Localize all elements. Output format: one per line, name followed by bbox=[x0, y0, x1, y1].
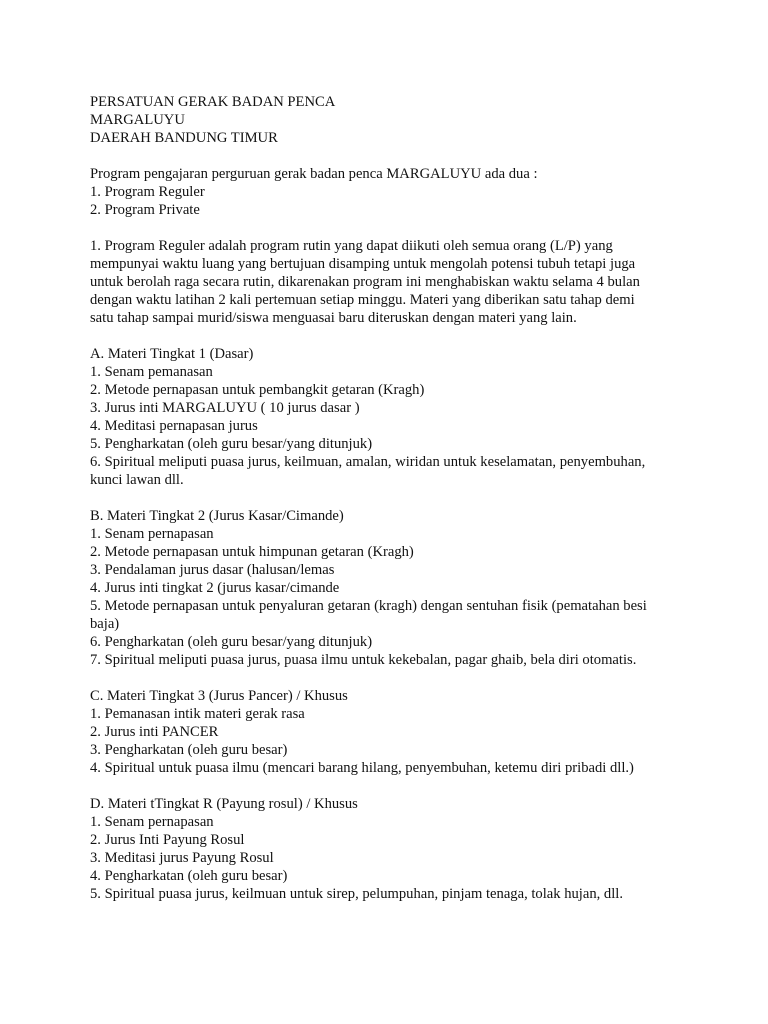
document-body bbox=[90, 93, 680, 903]
section-line: 4. Meditasi pernapasan jurus bbox=[90, 418, 258, 434]
header-line-2: MARGALUYU bbox=[90, 112, 185, 128]
spacer bbox=[90, 489, 680, 507]
section-line: 4. Pengharkatan (oleh guru besar) bbox=[90, 868, 288, 884]
section-line: 3. Pengharkatan (oleh guru besar) bbox=[90, 742, 288, 758]
description-line: untuk berolah raga secara rutin, dikarenakan program ini menghabiskan waktu selama 4 bulan bbox=[90, 274, 640, 290]
spacer bbox=[90, 777, 680, 795]
section-line: 2. Metode pernapasan untuk pembangkit getaran (Kragh) bbox=[90, 382, 425, 398]
section-line: 3. Pendalaman jurus dasar (halusan/lemas bbox=[90, 562, 335, 578]
description-paragraph bbox=[90, 237, 680, 327]
header-line-3: DAERAH BANDUNG TIMUR bbox=[90, 130, 278, 146]
intro-item: 2. Program Private bbox=[90, 202, 200, 218]
section-line: 2. Jurus Inti Payung Rosul bbox=[90, 832, 245, 848]
section-line: 4. Jurus inti tingkat 2 (jurus kasar/cimande bbox=[90, 580, 340, 596]
section-line: baja) bbox=[90, 616, 120, 632]
section-b bbox=[90, 507, 680, 669]
section-line: kunci lawan dll. bbox=[90, 472, 184, 488]
section-line: 1. Senam pernapasan bbox=[90, 814, 214, 830]
section-title: C. Materi Tingkat 3 (Jurus Pancer) / Khusus bbox=[90, 688, 348, 704]
section-line: 6. Spiritual meliputi puasa jurus, keilmuan, amalan, wiridan untuk keselamatan, penyembuhan, bbox=[90, 454, 646, 470]
spacer bbox=[90, 219, 680, 237]
section-line: 5. Spiritual puasa jurus, keilmuan untuk sirep, pelumpuhan, pinjam tenaga, tolak hujan, dll. bbox=[90, 886, 623, 902]
section-line: 4. Spiritual untuk puasa ilmu (mencari barang hilang, penyembuhan, ketemu diri pribadi dll.) bbox=[90, 760, 634, 776]
description-line: 1. Program Reguler adalah program rutin yang dapat diikuti oleh semua orang (L/P) yang bbox=[90, 238, 613, 254]
intro-item: 1. Program Reguler bbox=[90, 184, 205, 200]
header-line-1: PERSATUAN GERAK BADAN PENCA bbox=[90, 94, 336, 110]
section-d bbox=[90, 795, 680, 903]
section-line: 2. Jurus inti PANCER bbox=[90, 724, 219, 740]
intro-text: Program pengajaran perguruan gerak badan penca MARGALUYU ada dua : bbox=[90, 166, 538, 182]
section-line: 1. Senam pernapasan bbox=[90, 526, 214, 542]
section-line: 3. Meditasi jurus Payung Rosul bbox=[90, 850, 274, 866]
section-line: 2. Metode pernapasan untuk himpunan getaran (Kragh) bbox=[90, 544, 414, 560]
description-line: satu tahap sampai murid/siswa menguasai baru diteruskan dengan materi yang lain. bbox=[90, 310, 577, 326]
section-c bbox=[90, 687, 680, 777]
section-line: 1. Senam pemanasan bbox=[90, 364, 213, 380]
section-line: 1. Pemanasan intik materi gerak rasa bbox=[90, 706, 305, 722]
section-line: 7. Spiritual meliputi puasa jurus, puasa ilmu untuk kekebalan, pagar ghaib, bela diri otomatis. bbox=[90, 652, 637, 668]
section-line: 6. Pengharkatan (oleh guru besar/yang ditunjuk) bbox=[90, 634, 373, 650]
section-a bbox=[90, 345, 680, 489]
description-line: dengan waktu latihan 2 kali pertemuan setiap minggu. Materi yang diberikan satu tahap demi bbox=[90, 292, 635, 308]
section-line: 5. Pengharkatan (oleh guru besar/yang ditunjuk) bbox=[90, 436, 373, 452]
section-line: 5. Metode pernapasan untuk penyaluran getaran (kragh) dengan sentuhan fisik (pematahan besi bbox=[90, 598, 647, 614]
section-title: B. Materi Tingkat 2 (Jurus Kasar/Cimande) bbox=[90, 508, 344, 524]
spacer bbox=[90, 147, 680, 165]
section-title: A. Materi Tingkat 1 (Dasar) bbox=[90, 346, 254, 362]
description-line: mempunyai waktu luang yang bertujuan disamping untuk mengolah potensi tubuh tetapi juga bbox=[90, 256, 636, 272]
section-title: D. Materi tTingkat R (Payung rosul) / Khusus bbox=[90, 796, 358, 812]
section-line: 3. Jurus inti MARGALUYU ( 10 jurus dasar ) bbox=[90, 400, 360, 416]
spacer bbox=[90, 327, 680, 345]
document-header bbox=[90, 93, 680, 147]
spacer bbox=[90, 669, 680, 687]
intro-block bbox=[90, 165, 680, 219]
